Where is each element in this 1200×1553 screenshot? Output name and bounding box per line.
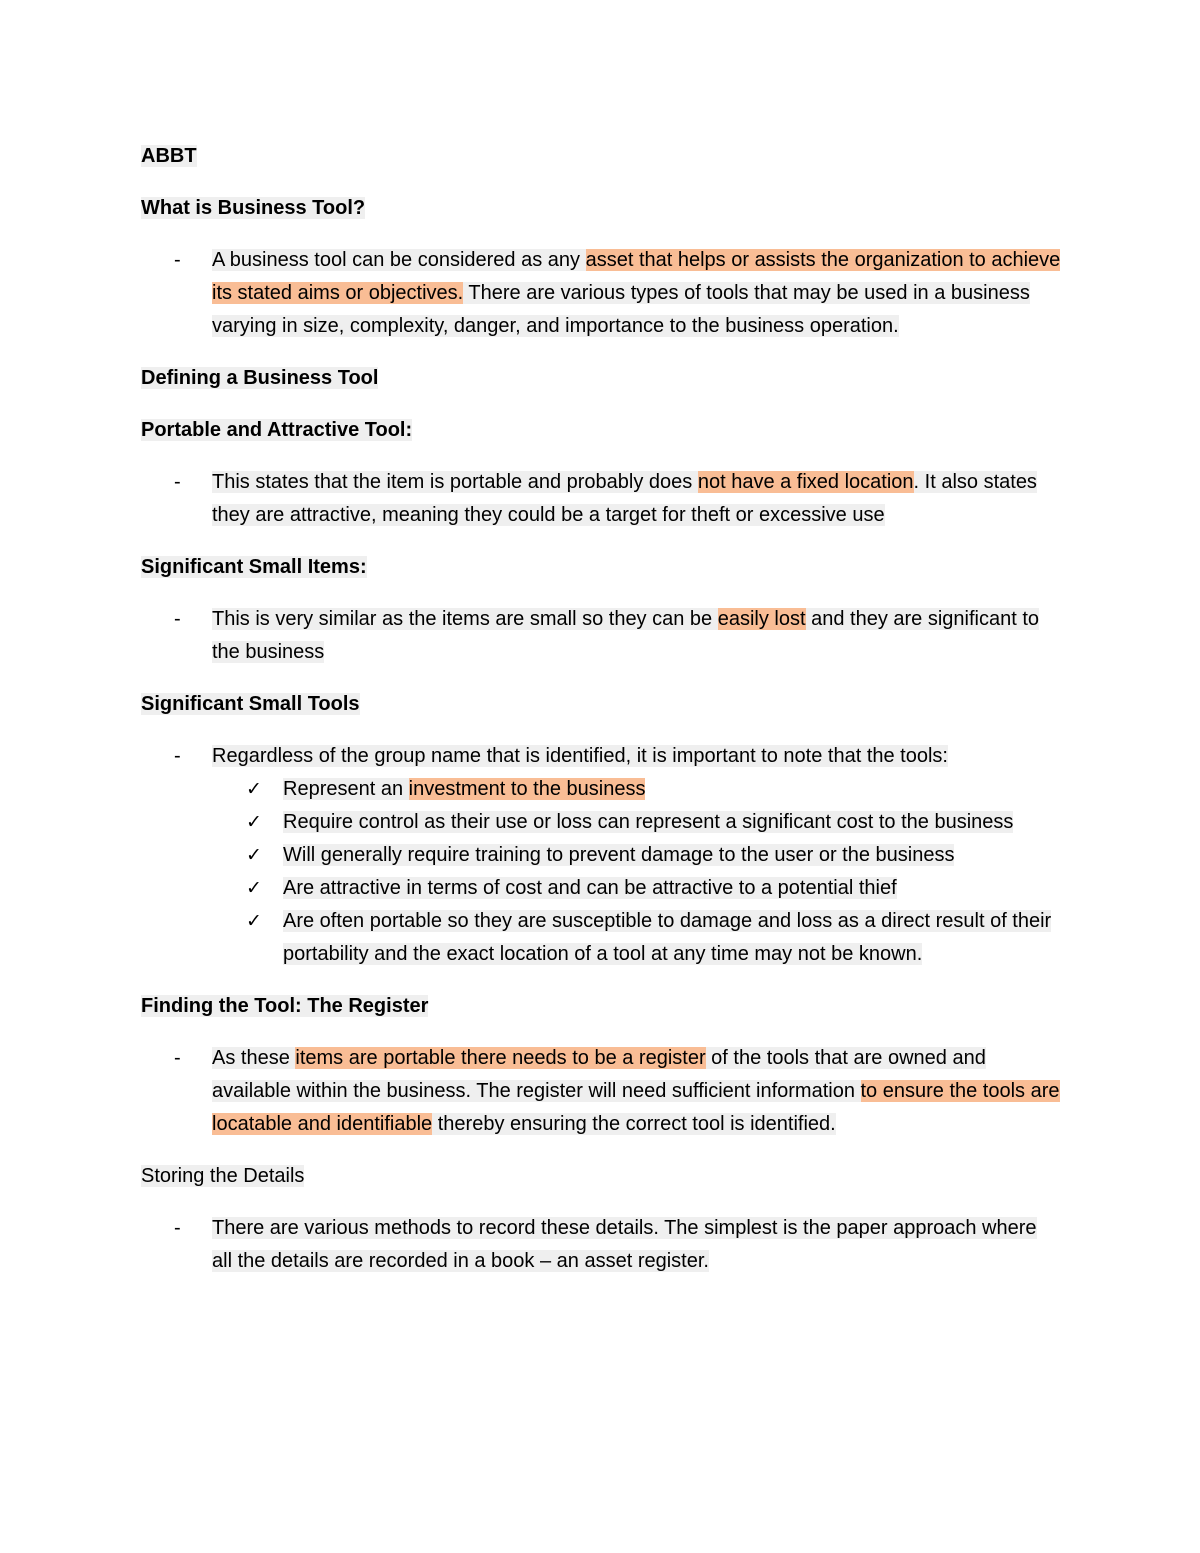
bullet-text: A business tool can be considered as any xyxy=(212,249,586,271)
bullet-text: Regardless of the group name that is identified, it is important to note that the tools: xyxy=(212,745,948,767)
heading-significant-small-items: Significant Small Items: xyxy=(141,556,367,578)
dash-bullet-marker: - xyxy=(174,1047,181,1069)
bullet-portable-attractive xyxy=(141,466,1061,532)
checklist-text: Are often portable so they are susceptible to damage and loss as a direct result of their portability and the exact location of a tool at any time may not be known. xyxy=(283,910,1052,965)
checklist-text: Represent an xyxy=(283,778,409,800)
highlighted-text: items are portable there needs to be a register xyxy=(295,1047,706,1069)
dash-bullet-marker: - xyxy=(174,471,181,493)
checkmark-icon: ✓ xyxy=(246,778,262,800)
checklist-text: Require control as their use or loss can represent a significant cost to the business xyxy=(283,811,1014,833)
checklist-item xyxy=(141,806,1061,839)
bullet-text: thereby ensuring the correct tool is identified. xyxy=(432,1113,836,1135)
bullet-significant-small-tools xyxy=(141,740,1061,971)
bullet-text: . It also states they are attractive, meaning they could be a target for theft or excessive use xyxy=(212,471,1037,526)
checklist-item xyxy=(141,905,1061,971)
bullet-text: There are various methods to record these details. The simplest is the paper approach where all the details are recorded in a book – an asset register. xyxy=(212,1217,1037,1272)
dash-bullet-marker: - xyxy=(174,1217,181,1239)
bullet-text: of the tools that are owned and available within the business. The register will need sufficient information xyxy=(212,1047,986,1102)
checklist-text: Are attractive in terms of cost and can be attractive to a potential thief xyxy=(283,877,897,899)
checklist-item xyxy=(141,872,1061,905)
highlighted-text: asset that helps or assists the organization to achieve its stated aims or objectives. xyxy=(212,249,1061,304)
bullet-text: This is very similar as the items are small so they can be xyxy=(212,608,718,630)
dash-bullet-marker: - xyxy=(174,249,181,271)
highlighted-text: to ensure the tools are locatable and identifiable xyxy=(212,1080,1060,1135)
bullet-text: and they are significant to the business xyxy=(212,608,1040,663)
tools-checklist xyxy=(141,773,1061,971)
checkmark-icon: ✓ xyxy=(246,844,262,866)
bullet-text: This states that the item is portable and probably does xyxy=(212,471,698,493)
heading-storing-the-details: Storing the Details xyxy=(141,1165,305,1187)
bullet-business-tool-definition xyxy=(141,244,1061,343)
dash-bullet-marker: - xyxy=(174,608,181,630)
heading-portable-attractive-tool: Portable and Attractive Tool: xyxy=(141,419,413,441)
checklist-item xyxy=(141,773,1061,806)
highlighted-text: investment to the business xyxy=(408,778,646,800)
checklist-item xyxy=(141,839,1061,872)
heading-finding-the-tool: Finding the Tool: The Register xyxy=(141,995,429,1017)
bullet-text: There are various types of tools that may be used in a business varying in size, complexity, danger, and importance to the business operation. xyxy=(212,282,1030,337)
checkmark-icon: ✓ xyxy=(246,877,262,899)
dash-bullet-marker: - xyxy=(174,745,181,767)
document-title: ABBT xyxy=(141,145,197,167)
checklist-text: Will generally require training to prevent damage to the user or the business xyxy=(283,844,955,866)
heading-what-is-business-tool: What is Business Tool? xyxy=(141,197,366,219)
bullet-register xyxy=(141,1042,1061,1141)
checkmark-icon: ✓ xyxy=(246,811,262,833)
bullet-storing-details xyxy=(141,1212,1061,1278)
heading-significant-small-tools: Significant Small Tools xyxy=(141,693,360,715)
bullet-text: As these xyxy=(212,1047,296,1069)
bullet-significant-small-items xyxy=(141,603,1061,669)
heading-defining-business-tool: Defining a Business Tool xyxy=(141,367,379,389)
highlighted-text: easily lost xyxy=(717,608,806,630)
checkmark-icon: ✓ xyxy=(246,910,262,932)
highlighted-text: not have a fixed location xyxy=(697,471,914,493)
document-body xyxy=(141,140,1061,1297)
